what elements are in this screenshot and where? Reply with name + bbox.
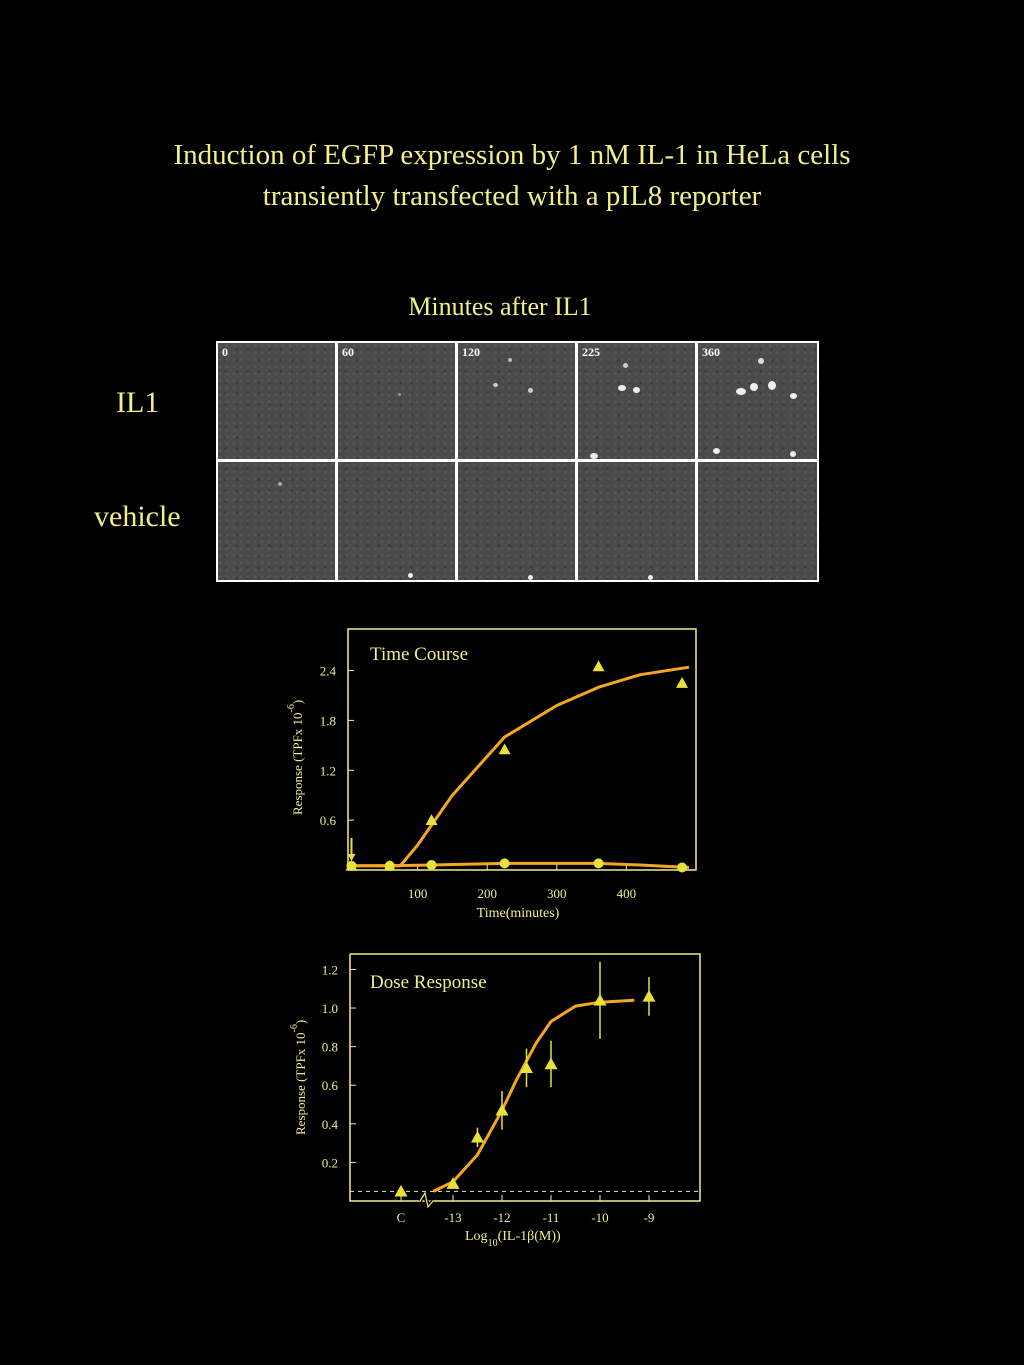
time-course-chart xyxy=(260,620,720,930)
y-label-close: ) xyxy=(290,699,305,705)
cell xyxy=(408,573,413,578)
x-tick-label: -12 xyxy=(493,1210,511,1225)
cell xyxy=(493,383,498,387)
cell xyxy=(768,381,776,390)
y-tick-label: 2.4 xyxy=(319,663,336,679)
data-point-vehicle xyxy=(500,858,510,868)
x-tick-label: 400 xyxy=(616,886,637,901)
data-point-vehicle xyxy=(346,861,356,871)
x-tick-label: 200 xyxy=(477,886,497,901)
x-axis-label xyxy=(465,1229,561,1249)
image-panel-il1-0 xyxy=(218,343,335,459)
data-point-IL1 xyxy=(499,744,511,755)
cell xyxy=(633,387,640,393)
y-axis-label xyxy=(286,700,305,815)
cell xyxy=(790,393,797,399)
x-tick-label: 300 xyxy=(547,886,567,901)
data-point-vehicle xyxy=(385,861,395,871)
y-label-exponent: -6 xyxy=(286,704,297,713)
data-point xyxy=(471,1131,484,1143)
cell xyxy=(790,451,796,457)
y-label-text: Response (TPFx 10 xyxy=(290,712,305,815)
image-panel-vehicle-360 xyxy=(698,462,817,580)
title-line-1: Induction of EGFP expression by 1 nM IL-1 in HeLa cells xyxy=(173,139,851,171)
y-tick-label: 1.2 xyxy=(321,962,338,978)
x-tick-label: 100 xyxy=(407,886,428,901)
dose-response-chart xyxy=(270,945,720,1255)
time-label: 120 xyxy=(462,345,480,359)
fit-curve xyxy=(433,1000,634,1191)
title-line-2: transiently transfected with a pIL8 reporter xyxy=(262,180,762,212)
y-tick-label: 0.8 xyxy=(321,1039,338,1055)
x-axis-label: Time(minutes) xyxy=(476,906,560,921)
image-panel-vehicle-120 xyxy=(458,462,575,580)
x-label-sub: 10 xyxy=(487,1238,498,1249)
x-label-log: Log xyxy=(465,1229,488,1244)
time-label: 60 xyxy=(342,345,354,359)
microscopy-image-grid xyxy=(216,341,819,582)
time-label: 360 xyxy=(702,345,720,359)
cell xyxy=(750,383,758,391)
data-point xyxy=(545,1057,558,1069)
data-point-vehicle xyxy=(427,860,437,870)
x-tick-label: -13 xyxy=(444,1210,462,1225)
x-tick-label: -11 xyxy=(542,1210,560,1225)
data-point-vehicle xyxy=(594,858,604,868)
fit-curve-IL1 xyxy=(348,667,689,866)
fit-curve-vehicle xyxy=(348,863,689,867)
cell xyxy=(618,385,626,391)
time-label: 225 xyxy=(582,345,600,359)
image-panel-vehicle-225 xyxy=(578,462,695,580)
data-point xyxy=(395,1185,408,1197)
image-panel-vehicle-60 xyxy=(338,462,455,580)
image-grid-header: Minutes after IL1 xyxy=(408,292,592,321)
y-axis-label xyxy=(289,1020,308,1135)
chart-title: Time Course xyxy=(370,644,469,665)
cell xyxy=(623,363,628,368)
chart-title: Dose Response xyxy=(370,972,487,993)
image-panel-il1-120 xyxy=(458,343,575,459)
y-tick-label: 1.2 xyxy=(319,763,336,779)
cell xyxy=(528,575,533,580)
cell xyxy=(278,482,282,486)
svg-text:Response (TPFx 10-6) xyxy=(286,700,305,815)
cell xyxy=(508,358,512,362)
y-label-text: Response (TPFx 10 xyxy=(293,1032,308,1135)
time-label: 0 xyxy=(222,345,228,359)
cell xyxy=(590,453,598,459)
y-label-exponent: -6 xyxy=(289,1024,300,1033)
data-point-IL1 xyxy=(593,660,605,671)
x-tick-label: -10 xyxy=(591,1210,609,1225)
data-point xyxy=(496,1104,509,1116)
y-label-close: ) xyxy=(293,1019,308,1025)
cell xyxy=(713,448,720,454)
y-tick-label: 0.6 xyxy=(319,813,336,829)
y-tick-label: 0.2 xyxy=(321,1155,338,1171)
image-panel-vehicle-0 xyxy=(218,462,335,580)
data-point-vehicle xyxy=(677,863,687,873)
y-tick-label: 1.8 xyxy=(319,713,336,729)
x-label-rest: (IL-1β(M)) xyxy=(497,1229,561,1244)
data-point xyxy=(643,990,656,1002)
cell xyxy=(758,358,764,364)
x-tick-label: -9 xyxy=(643,1210,655,1225)
data-point-IL1 xyxy=(676,677,688,688)
row-label-il1: IL1 xyxy=(116,386,160,419)
cell xyxy=(528,388,533,393)
svg-text:Response (TPFx 10-6) xyxy=(289,1020,308,1135)
x-tick-label: C xyxy=(396,1210,406,1225)
image-panel-il1-360 xyxy=(698,343,817,459)
cell xyxy=(398,393,401,396)
y-tick-label: 0.4 xyxy=(321,1116,338,1132)
row-label-vehicle: vehicle xyxy=(94,500,181,533)
data-point xyxy=(594,994,607,1006)
image-panel-il1-60 xyxy=(338,343,455,459)
image-panel-il1-225 xyxy=(578,343,695,459)
y-tick-label: 1.0 xyxy=(321,1001,338,1017)
y-tick-label: 0.6 xyxy=(321,1078,338,1094)
cell xyxy=(736,388,746,395)
plot-frame xyxy=(348,629,696,870)
cell xyxy=(648,575,653,580)
